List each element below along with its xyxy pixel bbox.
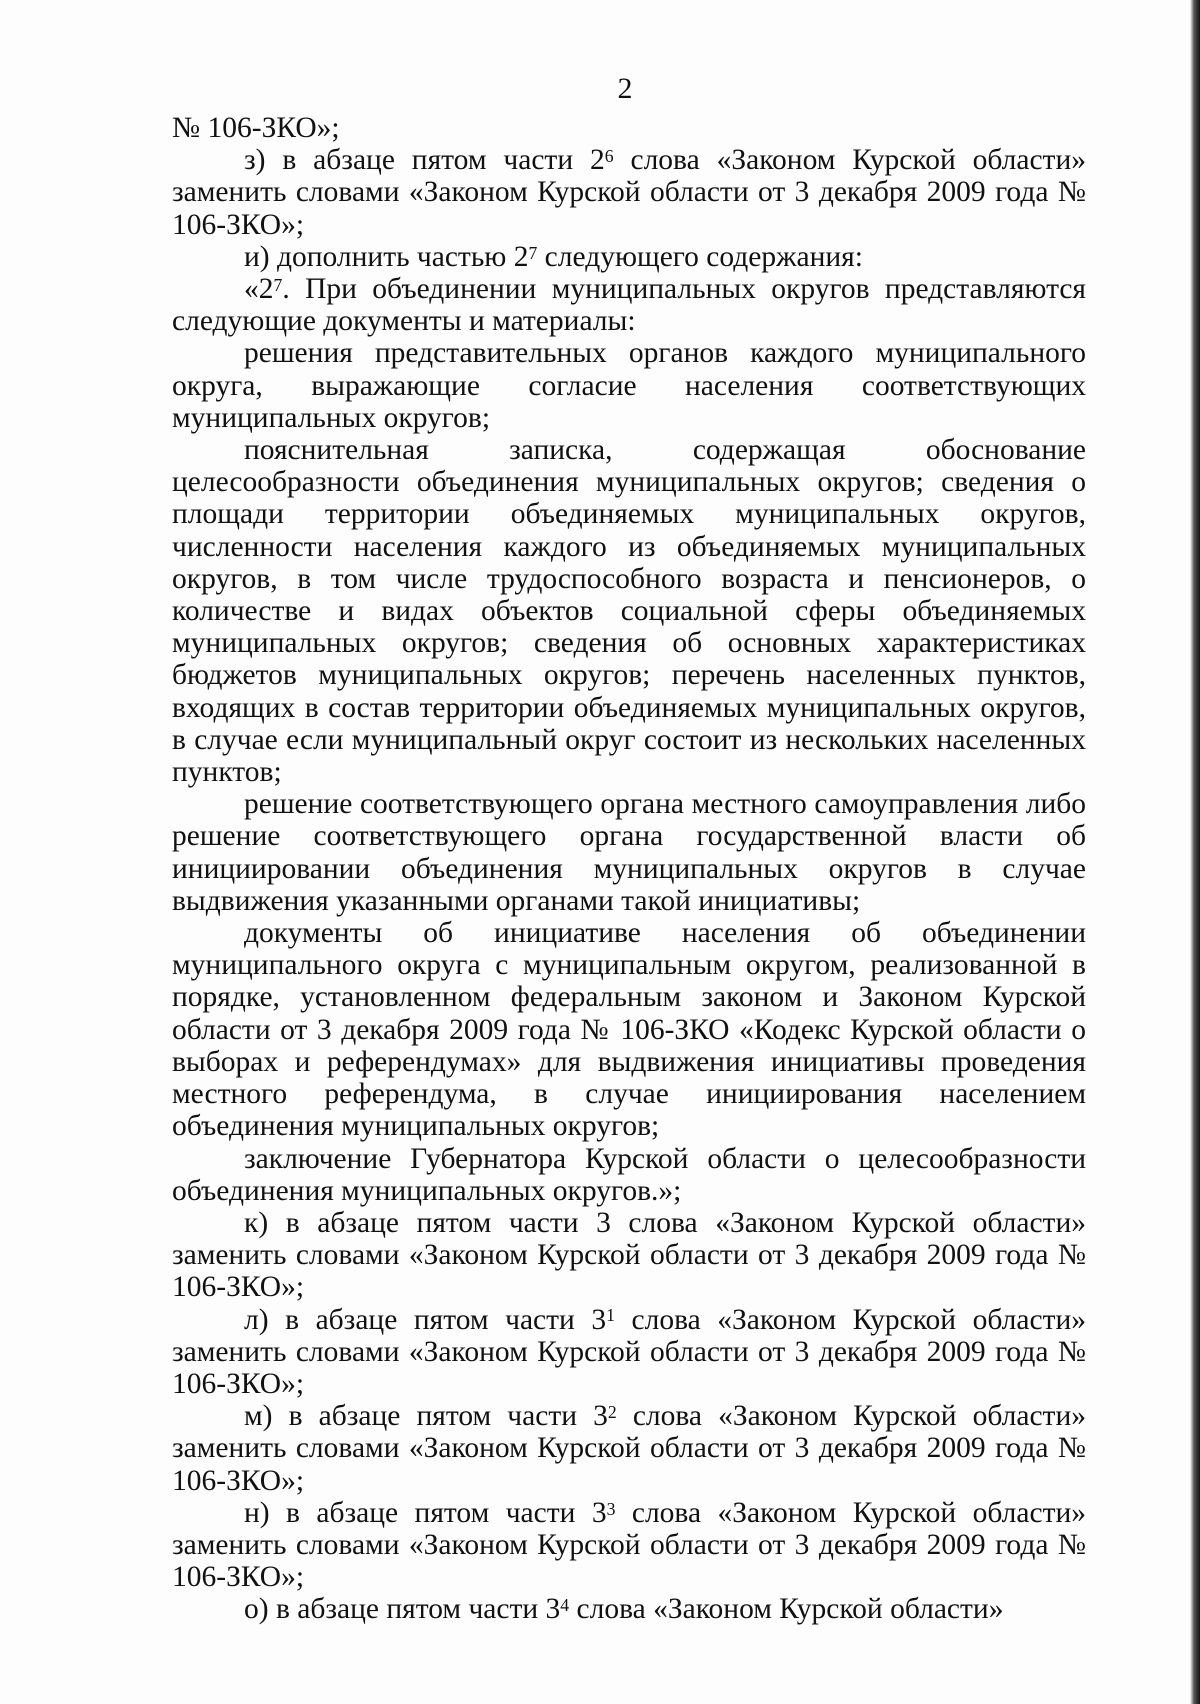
- paragraph-text-start: о) в абзаце пятом части 3: [244, 1593, 561, 1626]
- paragraph: документы об инициативе населения об объединении муниципального округа с муниципальным округом, реализованной в порядке, установленном федеральным законом и Законом Курской области от 3 декабря 2009 года № 106-ЗКО «Кодекс Курской области о выборах и референдумах» для выдвижения инициативы проведения местного референдума, в случае инициирования населением объединения муниципальных округов;: [172, 917, 1086, 1143]
- paragraph-text-end: слова «Законом Курской области»: [569, 1593, 1004, 1626]
- paragraph-text-start: л) в абзаце пятом части 3: [244, 1303, 607, 1336]
- paragraph: решения представительных органов каждого муниципального округа, выражающие согласие населения соответствующих муниципальных округов;: [172, 337, 1086, 434]
- paragraph-text-start: м) в абзаце пятом части 3: [244, 1400, 608, 1433]
- paragraph: [172, 1304, 1086, 1401]
- paragraph: [172, 144, 1086, 241]
- paragraph: заключение Губернатора Курской области о целесообразности объединения муниципальных округов.»;: [172, 1142, 1086, 1207]
- superscript-index: 7: [528, 242, 538, 263]
- paragraph: [172, 241, 1086, 273]
- superscript-index: 6: [604, 146, 614, 167]
- paragraph: к) в абзаце пятом части 3 слова «Законом Курской области» заменить словами «Законом Курской области от 3 декабря 2009 года № 106-ЗКО»;: [172, 1206, 1086, 1304]
- document-body: [172, 112, 1086, 1626]
- paragraph: решение соответствующего органа местного самоуправления либо решение соответствующего органа государственной власти об инициировании объединения муниципальных округов в случае выдвижения указанными органами такой инициативы;: [172, 788, 1086, 917]
- paragraph-text-end: слова «Законом Курской области» заменить словами «Законом Курской области от 3 декабря 2009 года № 106-ЗКО»;: [172, 1303, 1086, 1400]
- page-number: 2: [617, 72, 633, 105]
- paragraph: [172, 1593, 1086, 1625]
- paragraph-text-start: н) в абзаце пятом части 3: [244, 1496, 607, 1529]
- paragraph-text-start: и) дополнить частью 2: [244, 240, 529, 273]
- paragraph-text-end: следующего содержания:: [537, 240, 863, 273]
- paragraph: [172, 1400, 1086, 1497]
- superscript-index: 7: [273, 274, 283, 295]
- superscript-index: 1: [606, 1305, 615, 1326]
- paragraph-text-end: . При объединении муниципальных округов представляются следующие документы и материалы:: [172, 273, 1086, 338]
- superscript-index: 3: [606, 1498, 616, 1519]
- paragraph-text-end: слова «Законом Курской области» заменить словами «Законом Курской области от 3 декабря 2009 года № 106-ЗКО»;: [172, 144, 1086, 241]
- paragraph: пояснительная записка, содержащая обоснование целесообразности объединения муниципальных округов; сведения о площади территории объединяемых муниципальных округов, численности населения каждого из объединяемых муниципальных округов, в том числе трудоспособного возраста и пенсионеров, о количестве и видах объектов социальной сферы объединяемых муниципальных округов; сведения об основных характеристиках бюджетов муниципальных округов; перечень населенных пунктов, входящих в состав территории объединяемых муниципальных округов, в случае если муниципальный округ состоит из нескольких населенных пунктов;: [172, 434, 1086, 789]
- paragraph: [172, 273, 1086, 337]
- scan-edge-shadow: [1190, 0, 1200, 1704]
- paragraph-text-end: слова «Законом Курской области» заменить словами «Законом Курской области от 3 декабря 2009 года № 106-ЗКО»;: [172, 1400, 1086, 1497]
- paragraph: № 106-ЗКО»;: [172, 112, 340, 144]
- paragraph-text-end: слова «Законом Курской области» заменить словами «Законом Курской области от 3 декабря 2009 года № 106-ЗКО»;: [172, 1496, 1086, 1594]
- paragraph-text-start: з) в абзаце пятом части 2: [244, 144, 605, 177]
- paragraph-text-start: «2: [244, 273, 274, 306]
- superscript-index: 4: [560, 1595, 570, 1616]
- superscript-index: 2: [607, 1402, 617, 1423]
- paragraph: [172, 1497, 1086, 1594]
